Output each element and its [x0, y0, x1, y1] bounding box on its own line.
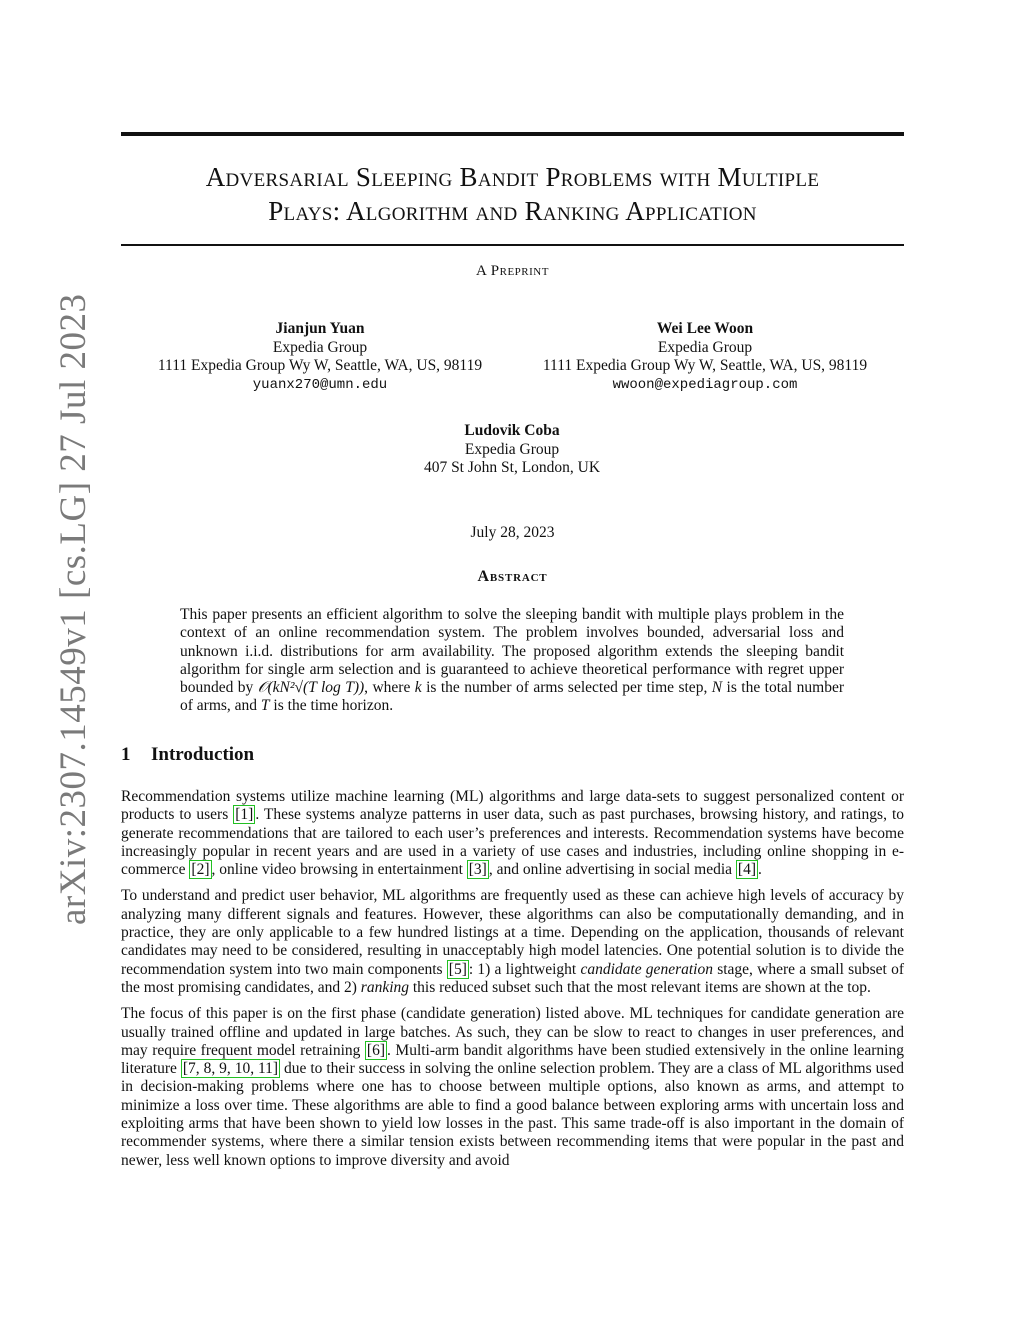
- section-title: Introduction: [151, 744, 255, 765]
- author-block-3: [321, 422, 703, 478]
- author-email[interactable]: yuanx270@umn.edu: [252, 376, 388, 393]
- section-number: 1: [121, 744, 131, 765]
- author-org: Expedia Group: [657, 338, 753, 356]
- citation-link[interactable]: [7, 8, 9, 10, 11]: [182, 1060, 279, 1078]
- paragraph-1: Recommendation systems utilize machine learning (ML) algorithms and large data-sets to suggest personalized content or products to users [1] . These systems analyze patterns in user data, such as past purchases, browsing history, and ratings, to generate recommendations that are tailored to each user’s preferences and interests. Recommendation systems have become increasingly popular in recent years and are used in a variety of use cases and industries, including online shopping in e-commerce [2] , online video browsing in entertainment [3] , and online advertising in social media [4] .: [121, 788, 904, 879]
- section-heading-introduction: [121, 744, 254, 766]
- citation-link[interactable]: [2]: [191, 861, 210, 879]
- paper-title: [121, 160, 904, 228]
- author-block-2: [515, 320, 895, 394]
- author-name: Jianjun Yuan: [275, 320, 365, 337]
- citation-link[interactable]: [1]: [235, 806, 254, 824]
- title-top-rule: [121, 132, 904, 136]
- author-address: 407 St John St, London, UK: [423, 459, 601, 476]
- title-line-1: Adversarial Sleeping Bandit Problems with Multiple: [205, 162, 820, 192]
- citation-link[interactable]: [5]: [448, 960, 467, 978]
- citation-link[interactable]: [3]: [468, 861, 487, 879]
- regret-bound-math: 𝒪(kN²√(T log T)): [257, 679, 365, 697]
- author-email[interactable]: wwoon@expediagroup.com: [612, 376, 798, 393]
- title-line-2: Plays: Algorithm and Ranking Application: [268, 196, 757, 226]
- author-org: Expedia Group: [272, 338, 368, 356]
- paragraph-2: To understand and predict user behavior, ML algorithms are frequently used as these can achieve high levels of accuracy by analyzing many different signals and features. However, these algorithms can also be computationally demanding, and in practice, they are only applicable to a few hundred listings at a time. Depending on the application, thousands of relevant candidates may need to be considered, resulting in unacceptably high model latencies. One potential solution is to divide the recommendation system into two main components [5] : 1) a lightweight candidate generation stage, where a small subset of the most promising candidates, and 2) ranking this reduced subset such that the most relevant items are shown at the top.: [121, 887, 904, 996]
- paragraph-3: The focus of this paper is on the first phase (candidate generation) listed above. ML techniques for candidate generation are usually trained offline and updated in large batches. As such, they can be slow to react to changes in user preferences, and may require frequent model retraining [6] . Multi-arm bandit algorithms have been studied extensively in the online learning literature [7, 8, 9, 10, 11] due to their success in solving the online selection problem. They are a class of ML algorithms used in decision-making problems where one has to choose between multiple options, also known as arms, and attempt to minimize a loss over time. These algorithms are able to find a good balance between exploring arms with uncertain loss and exploiting arms that have been shown to yield low losses in the past. This same trade-off is also important in the domain of recommender systems, where there a similar tension exists between recommending items that were popular in the past and newer, less well known options to improve diversity and avoid: [121, 1005, 904, 1169]
- citation-link[interactable]: [4]: [737, 861, 756, 879]
- author-org: Expedia Group: [464, 440, 560, 458]
- paper-date: July 28, 2023: [470, 524, 555, 541]
- introduction-body: [121, 788, 904, 1178]
- title-bottom-rule: [121, 244, 904, 246]
- author-address: 1111 Expedia Group Wy W, Seattle, WA, US, 98119: [542, 357, 868, 374]
- abstract-heading: Abstract: [477, 568, 548, 585]
- arxiv-stamp: arXiv:2307.14549v1 [cs.LG] 27 Jul 2023: [53, 293, 94, 925]
- citation-link[interactable]: [6]: [366, 1041, 385, 1059]
- emphasis-term: ranking: [360, 978, 409, 996]
- author-block-1: [130, 320, 510, 394]
- abstract-text: This paper presents an efficient algorithm to solve the sleeping bandit with multiple plays problem in the context of an online recommendation system. The problem involves bounded, adversarial loss and unknown i.i.d. distributions for arm availability. The proposed algorithm extends the sleeping bandit algorithm for single arm selection and is guaranteed to achieve theoretical performance with regret upper bounded by 𝒪(kN²√(T log T)), where k is the number of arms selected per time step, N is the total number of arms, and T is the time horizon.: [180, 606, 844, 715]
- emphasis-term: candidate generation: [580, 960, 713, 978]
- author-name: Ludovik Coba: [464, 422, 560, 439]
- preprint-label: A Preprint: [476, 263, 549, 279]
- author-name: Wei Lee Woon: [656, 320, 754, 337]
- author-address: 1111 Expedia Group Wy W, Seattle, WA, US, 98119: [157, 357, 483, 374]
